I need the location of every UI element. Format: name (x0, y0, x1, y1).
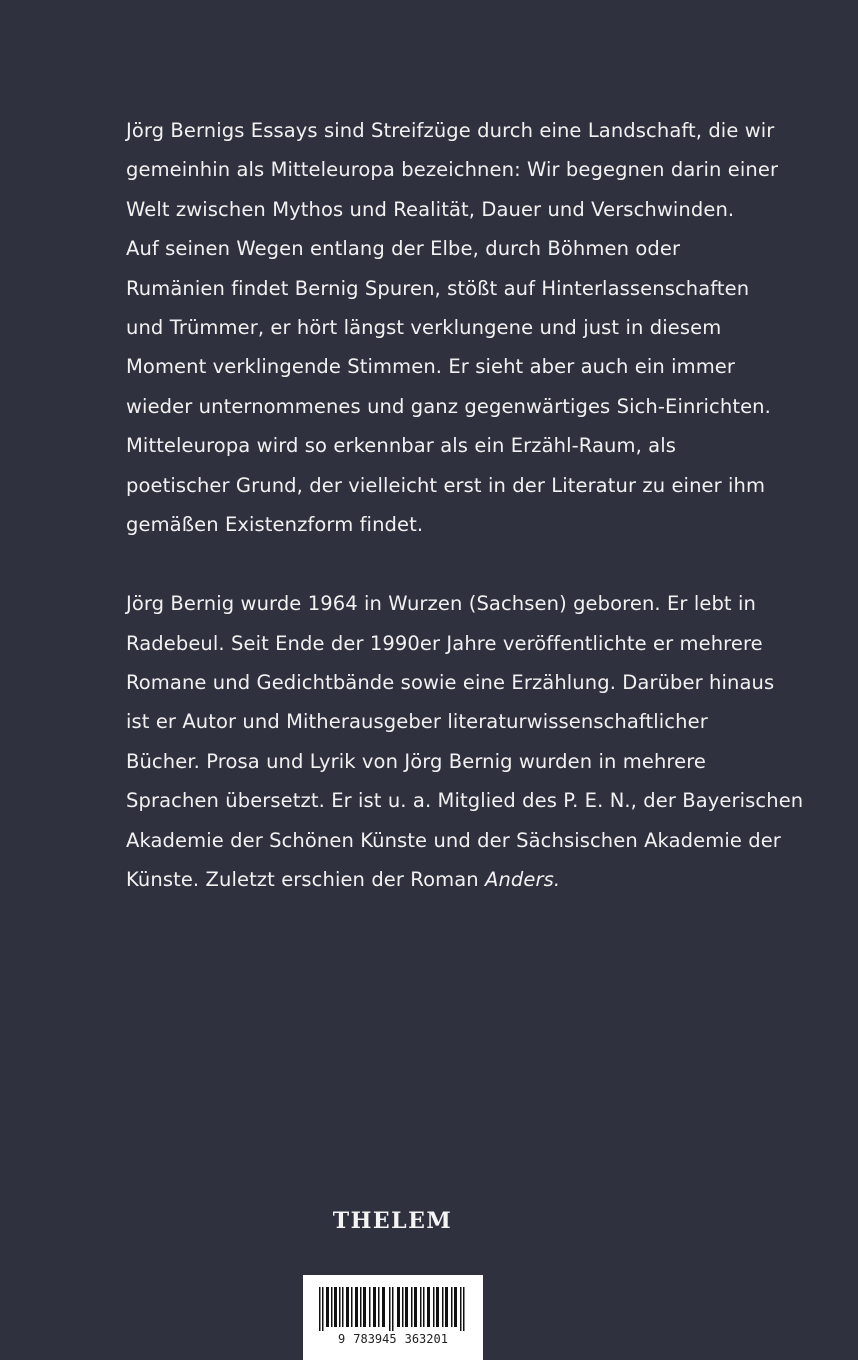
blurb-line: Auf seinen Wegen entlang der Elbe, durch Böhmen oder (126, 237, 681, 261)
bio-line: Romane und Gedichtbände sowie eine Erzählung. Darüber hinaus (126, 671, 775, 695)
barcode-digit-group: 363201 (404, 1332, 448, 1346)
book-title: Anders. (485, 868, 561, 892)
bio-line: ist er Autor und Mitherausgeber literaturwissenschaftlicher (126, 710, 708, 734)
blurb-line: Jörg Bernigs Essays sind Streifzüge durch eine Landschaft, die wir (126, 119, 775, 142)
blurb-line: poetischer Grund, der vielleicht erst in der Literatur zu einer ihm (126, 473, 766, 497)
barcode-bars (313, 1287, 473, 1331)
barcode-number (303, 1332, 483, 1346)
blurb-line: gemeinhin als Mitteleuropa bezeichnen: Wir begegnen darin einer (126, 158, 779, 182)
bio-line: Akademie der Schönen Künste und der Sächsischen Akademie der (126, 828, 781, 852)
blurb-line: Welt zwischen Mythos und Realität, Dauer und Verschwinden. (126, 197, 735, 221)
barcode (303, 1275, 483, 1360)
blurb-line: Rumänien findet Bernig Spuren, stößt auf Hinterlassenschaften (126, 276, 750, 300)
bio-line: Radebeul. Seit Ende der 1990er Jahre veröffentlichte er mehrere (126, 631, 763, 655)
barcode-digit-group: 783945 (353, 1332, 397, 1346)
bio-line: Bücher. Prosa und Lyrik von Jörg Bernig wurden in mehrere (126, 749, 706, 773)
bio-line: Sprachen übersetzt. Er ist u. a. Mitglied des P. E. N., der Bayerischen (126, 789, 804, 813)
blurb-line: gemäßen Existenzform findet. (126, 512, 424, 536)
blurb-line: Mitteleuropa wird so erkennbar als ein Erzähl-Raum, als (126, 434, 677, 458)
bio-line: Jörg Bernig wurde 1964 in Wurzen (Sachsen) geboren. Er lebt in (126, 592, 756, 616)
publisher-logo: THELEM (332, 1208, 453, 1234)
blurb-text (126, 111, 804, 899)
blurb-line: und Trümmer, er hört längst verklungene und just in diesem (126, 315, 722, 339)
bio-last-text: Künste. Zuletzt erschien der Roman (126, 868, 486, 892)
paragraph-spacer (126, 544, 776, 584)
bio-line-last (126, 860, 776, 899)
blurb-line: Moment verklingende Stimmen. Er sieht aber auch ein immer (126, 355, 736, 379)
blurb-line: wieder unternommenes und ganz gegenwärtiges Sich-Einrichten. (126, 394, 771, 418)
barcode-digit-group: 9 (338, 1332, 346, 1346)
